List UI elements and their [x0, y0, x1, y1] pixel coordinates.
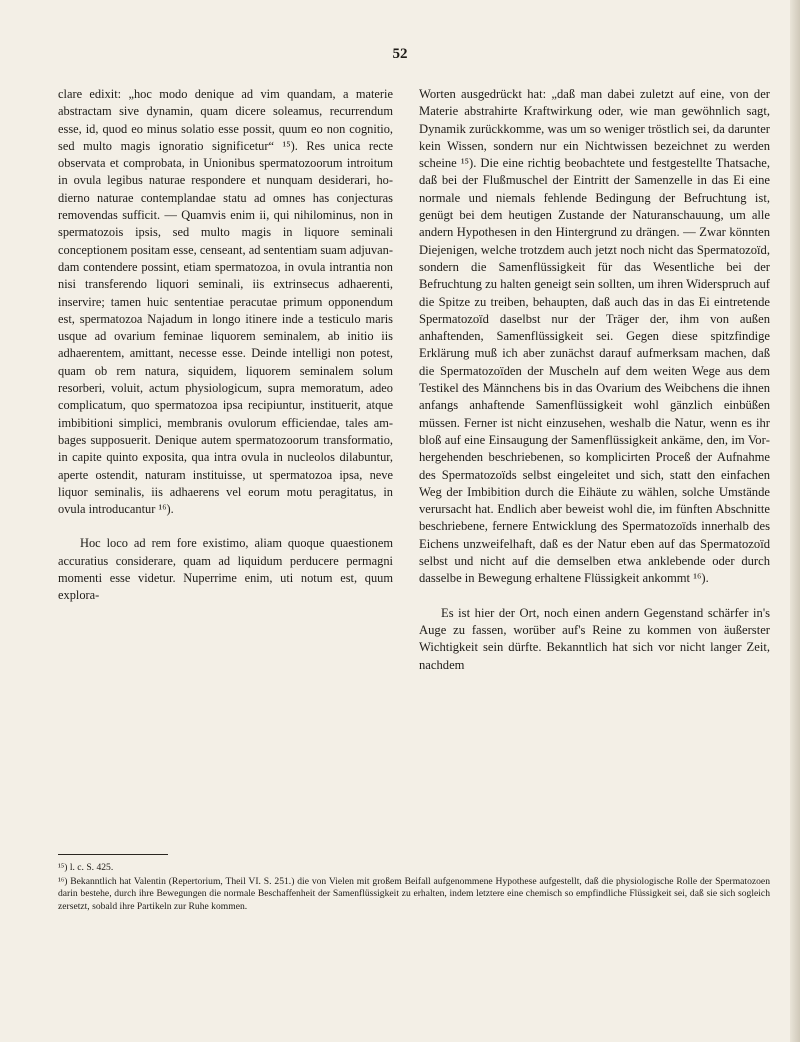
latin-column	[58, 86, 393, 605]
footnote-16: ¹⁶) Bekanntlich hat Valentin (Repertorium, Theil VI. S. 251.) die von Vielen mit großem Beifall aufgenommene Hypothese aufgestellt, daß die physiologische Rolle der Spermatozoen darin bestehe, durch ihre Bewegungen die normale Beschaffenheit der Samenflüssigkeit zu erhalten, indem letztere eine chemisch so empfindliche Flüssigkeit sei, daß sie sich sogleich zersetzt, sobald ihre Partikeln zur Ruhe kommen.	[58, 875, 770, 912]
page-number: 52	[392, 46, 408, 62]
footnote-rule	[58, 854, 168, 855]
page-edge	[790, 0, 800, 1042]
footnotes	[58, 862, 770, 914]
german-paragraph-1: Worten ausgedrückt hat: „daß man dabei zuletzt auf eine, von der Materie abstrahirte Kraftwirkung oder, wie man gewöhnlich sagt, Dynamik zurückkomme, was um so weniger tröstlich sei, da darunter kein Wissen, sondern nur ein Nichtwissen bezeichnet zu werden scheine ¹⁵). Die eine richtig beobachtete und festgestellte Thatsache, daß bei der Flußmuschel der Eintritt der Samenzelle in das Ei eine normale und niemals fehlende Bedingung der Befruchtung ist, genügt bei dem heutigen Zustande der Naturanschauung, um alle andern Hypothesen in den Hintergrund zu drängen. — Zwar könnten Diejenigen, welche trotzdem auch jetzt noch nicht das Spermatozoïd, sondern die Samenflüssigkeit für das Wesentliche bei der Befruchtung zu halten geneigt sein sollten, um ihren Widerspruch auf die Spitze zu treiben, behaupten, daß auch das in das Ei eintretende Spermatozoïd daselbst nur der Träger der, ihm von außen anhaftenden, Samenflüssigkeit sei. Gegen diese spitzfindige Erklärung muß ich aber zunächst darauf aufmerksam machen, daß die Spermatozoïden der Muscheln auf dem weiten Wege aus dem Testikel des Männchens bis in das Ovarium des Weibchens die ihnen anfangs anhaftende Samenflüssigkeit wohl gänzlich einbüßen müssen. Ferner ist nicht einzusehen, weshalb die Natur, wenn es ihr bloß auf eine Einsaugung der Samenflüssigkeit ankäme, den, im Vorhergehenden beschriebenen, so komplicirten Proceß der Aufnahme des Spermatozoïds selbst eingeleitet und sich, statt den einfachen Weg der Imbibition durch die Eihäute zu wählen, solche Umstände verursacht hat. Endlich aber beweist wohl die, im fünften Abschnitte beschriebene, fernere Entwicklung des Spermatozoïds innerhalb des Eichens unzweifelhaft, daß es der Natur eben auf das Spermatozoïd selbst und nicht auf die demselben etwa anklebende oder durch dasselbe in Bewegung erhaltene Flüssigkeit ankommt ¹⁶).	[419, 87, 770, 586]
two-column-body	[58, 86, 770, 846]
latin-paragraph-1: clare edixit: „hoc modo denique ad vim quandam, a materie abstractam sive dynamin, quam dicere soleamus, recurrendum esse, id, quod eo minus solatio esse possit, quum eo non cognitio, sed multo magis ignoratio significetur“ ¹⁵). Res unica recte observata et comprobata, in Unionibus spermatozoorum introitum in ovula legibus naturae respondere et nunquam desiderari, hodierno naturae contemplandae statu ad omnes has conjecturas removendas sufficit. — Quamvis enim ii, qui nihilominus, non in spermatozois ipsis, sed multo magis in liquore seminali conceptionem positam esse, censeant, ad sententiam suam adjuvandam contendere possint, etiam spermatozoa, in ovula intrantia non nisi transferendo liquori seminali, iis extrinsecus adhaerenti, inservire; tamen huic sententiae peracutae primum opponendum est, spermatozoa Najadum in longo itinere inde a testiculo maris usque ad ovarium feminae liquorem seminalem, ab initio iis adhaerentem, amittant, necesse esse. Deinde intelligi non potest, quam ob rem natura, siquidem, liquorem seminalem solum resorberi, voluit, actum physiologicum, supra memoratum, adeo complicatum, quo spermatozoa ipsa recipiuntur, instituerit, atque imbibitioni simplici, membranis ovulorum efficiendae, tales ambages supposuerit. Denique autem spermatozoorum transformatio, in capite quinto exposita, qua intra ovula in nucleolos dilabuntur, aperte ostendit, naturam instituisse, ut spermatozoa ipsa, neve liquor seminalis, iis adhaerens vel eorum motu peragitatus, in ovula introducantur ¹⁶).	[58, 87, 393, 517]
latin-paragraph-2: Hoc loco ad rem fore existimo, aliam quoque quaestionem accuratius considerare, quam ad liquidum perducere permagni momenti esse videtur. Nuperrime enim, uti notum est, quum explora-	[58, 536, 393, 603]
german-paragraph-2: Es ist hier der Ort, noch einen andern Gegenstand schärfer in's Auge zu fassen, worüber auf's Reine zu kommen von äußerster Wichtigkeit sein dürfte. Bekanntlich hat sich vor nicht langer Zeit, nachdem	[419, 605, 770, 672]
footnote-15: ¹⁵) l. c. S. 425.	[58, 862, 114, 873]
german-column	[419, 86, 770, 674]
